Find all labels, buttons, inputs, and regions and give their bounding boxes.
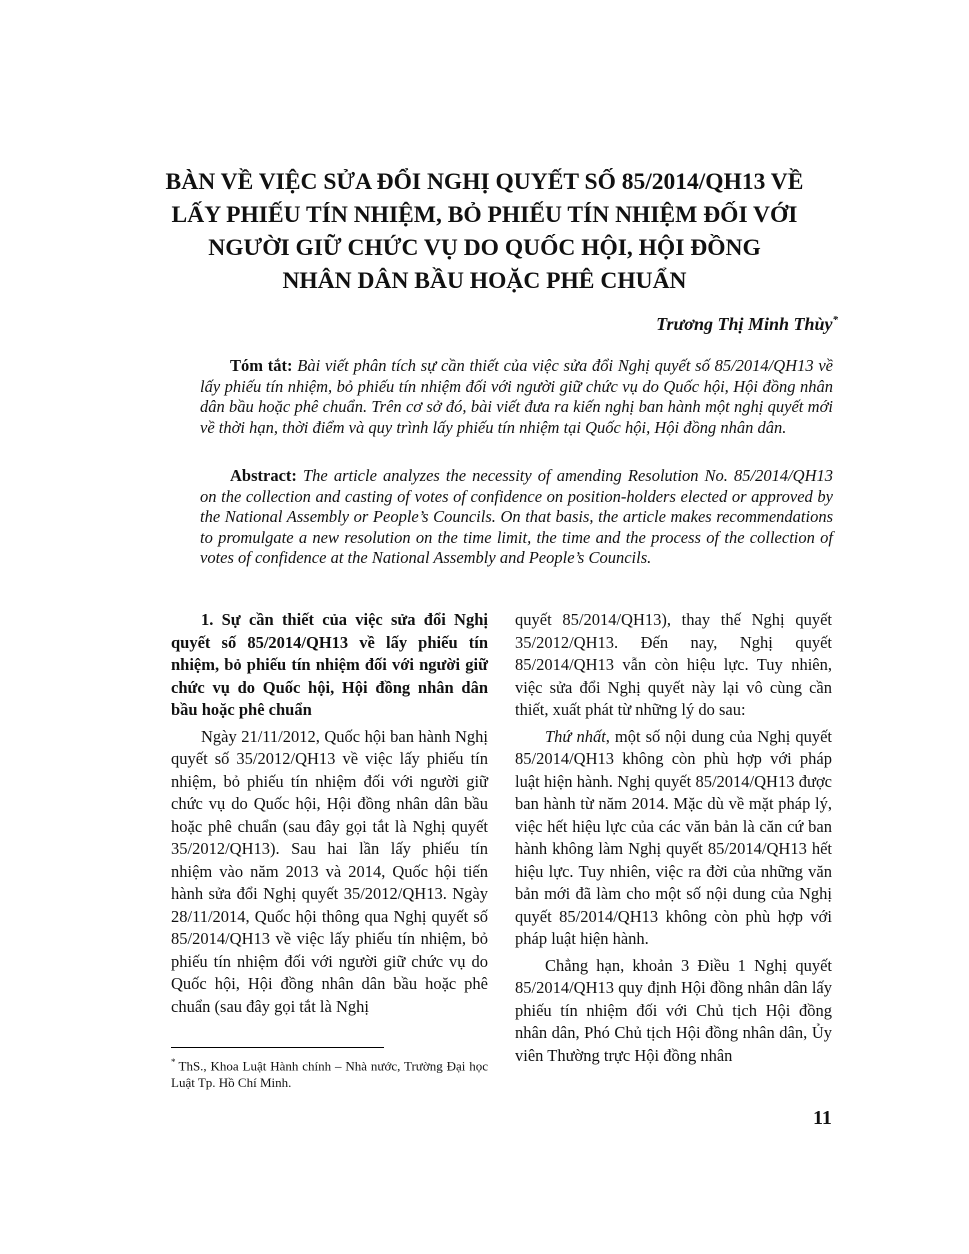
body-text: , một số nội dung của Nghị quyết 85/2014/QH13 không còn phù hợp với pháp luật hiện hành. Nghị quyết 85/2014/QH13 được ban hành từ năm 2014. Mặc dù về mặt pháp lý, việc hết hiệu lực của các văn bản là căn cứ ban hành không làm Nghị quyết 85/2014/QH13 hết hiệu lực. Tuy nhiên, việc ra đời của những văn bản mới đã làm cho một số nội dung của Nghị quyết 85/2014/QH13 không còn phù hợp với pháp luật hiện hành. [515, 726, 832, 948]
author-name: Trương Thị Minh Thùy [656, 314, 833, 334]
left-column [171, 609, 488, 1022]
abstract-english [200, 466, 833, 569]
footnote-mark: * [171, 1057, 176, 1067]
abstract-vietnamese [200, 356, 833, 438]
right-column [515, 609, 832, 1071]
section-heading: 1. Sự cần thiết của việc sửa đổi Nghị quyết số 85/2014/QH13 về lấy phiếu tín nhiệm, bỏ phiếu tín nhiệm đối với người giữ chức vụ do Quốc hội, Hội đồng nhân dân bầu hoặc phê chuẩn [171, 610, 488, 719]
footnote-divider [171, 1047, 384, 1048]
abstract-en-text: The article analyzes the necessity of amending Resolution No. 85/2014/QH13 on the collection and casting of votes of confidence on position-holders elected or approved by the National Assembly or People’s Councils. On that basis, the article makes recommendations to promulgate a new resolution on the time limit, the time and the process of the collection of votes of confidence at the National Assembly and People’s Councils. [200, 466, 833, 567]
body-paragraph: Chẳng hạn, khoản 3 Điều 1 Nghị quyết 85/2014/QH13 quy định Hội đồng nhân dân lấy phiếu tín nhiệm đối với Chủ tịch Hội đồng nhân dân, Phó Chủ tịch Hội đồng nhân dân, Ủy viên Thường trực Hội đồng nhân [515, 955, 832, 1065]
author-footnote-mark: * [832, 314, 838, 326]
page-number: 11 [813, 1107, 832, 1129]
abstract-vi-label: Tóm tắt: [230, 356, 293, 375]
footnote-text: ThS., Khoa Luật Hành chính – Nhà nước, Trường Đại học Luật Tp. Hồ Chí Minh. [171, 1058, 488, 1091]
body-paragraph [515, 726, 832, 951]
title-line: LẤY PHIẾU TÍN NHIỆM, BỎ PHIẾU TÍN NHIỆM ĐỐI VỚI [171, 202, 798, 228]
article-title [120, 166, 849, 298]
abstract-en-label: Abstract: [230, 466, 297, 485]
abstract-vi-text: Bài viết phân tích sự cần thiết của việc sửa đổi Nghị quyết số 85/2014/QH13 về lấy phiếu tín nhiệm, bỏ phiếu tín nhiệm đối với người giữ chức vụ do Quốc hội, Hội đồng nhân dân bầu hoặc phê chuẩn. Trên cơ sở đó, bài viết đưa ra kiến nghị ban hành một nghị quyết mới về thời hạn, thời điểm và quy trình lấy phiếu tín nhiệm tại Quốc hội, Hội đồng nhân dân. [200, 356, 834, 437]
footnote [171, 1054, 488, 1091]
title-line: NGƯỜI GIỮ CHỨC VỤ DO QUỐC HỘI, HỘI ĐỒNG [208, 235, 761, 261]
body-paragraph: quyết 85/2014/QH13), thay thế Nghị quyết 35/2012/QH13. Đến nay, Nghị quyết 85/2014/QH13 vẫn còn hiệu lực. Tuy nhiên, việc sửa đổi Nghị quyết này lại vô cùng cần thiết, xuất phát từ những lý do sau: [515, 610, 832, 719]
emphasis-text: Thứ nhất [545, 726, 606, 746]
title-line: NHÂN DÂN BẦU HOẶC PHÊ CHUẨN [282, 268, 687, 294]
title-line: BÀN VỀ VIỆC SỬA ĐỔI NGHỊ QUYẾT SỐ 85/2014/QH13 VỀ [165, 169, 804, 195]
author-line [656, 314, 838, 335]
body-paragraph: Ngày 21/11/2012, Quốc hội ban hành Nghị quyết số 35/2012/QH13 về việc lấy phiếu tín nhiệm, bỏ phiếu tín nhiệm đối với người giữ chức vụ do Quốc hội, Hội đồng nhân dân bầu hoặc phê chuẩn (sau đây gọi tắt là Nghị quyết 35/2012/QH13). Sau hai lần lấy phiếu tín nhiệm vào năm 2013 và 2014, Quốc hội tiến hành sửa đổi Nghị quyết 35/2012/QH13. Ngày 28/11/2014, Quốc hội thông qua Nghị quyết số 85/2014/QH13 về việc lấy phiếu tín nhiệm, bỏ phiếu tín nhiệm đối với người giữ chức vụ do Quốc hội, Hội đồng nhân dân bầu hoặc phê chuẩn (sau đây gọi tắt là Nghị [171, 726, 488, 1016]
section-heading-paragraph [171, 609, 488, 722]
